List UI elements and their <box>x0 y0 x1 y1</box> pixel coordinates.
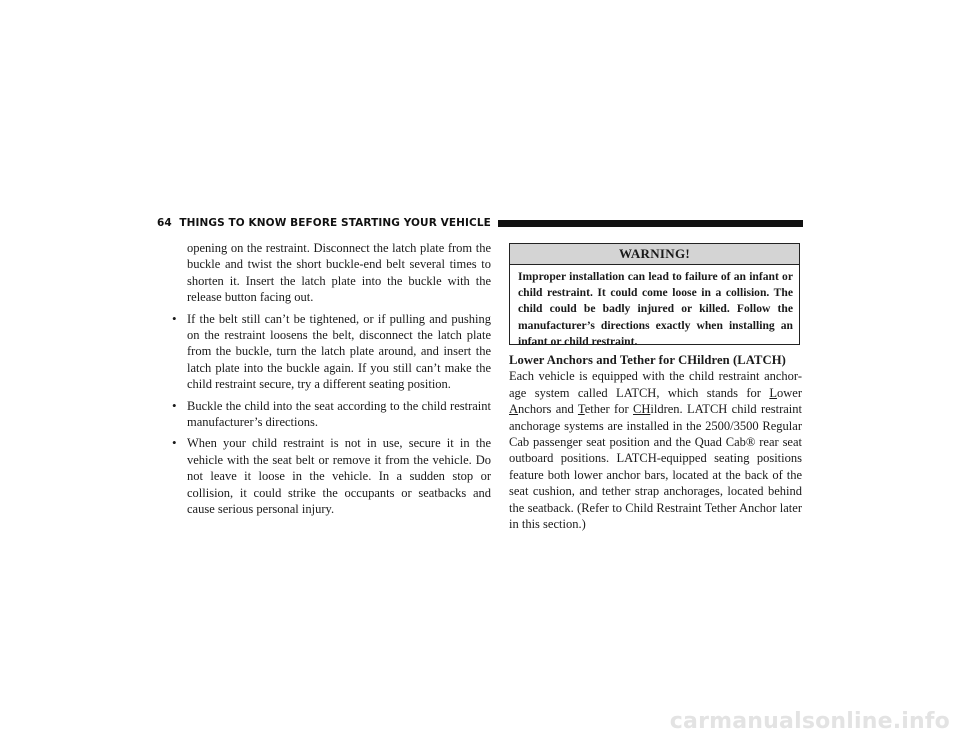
bullet-dot: • <box>172 310 177 326</box>
latch-text: ower <box>777 385 802 400</box>
warning-title: WARNING! <box>510 244 799 265</box>
latch-text: ildren. LATCH child restraint anchorage systems are installed in the 2500/3500 Regular Cab passenger seat position and the Quad Cab <box>509 402 802 450</box>
warning-text: Improper installation can lead to failure of an infant or child restraint. It could come loose in a collision. The child could be badly injured or killed. Follow the manufacturer’s directions exactly when installing an infant or child restraint. <box>518 270 793 348</box>
section-heading: Lower Anchors and Tether for CHildren (LATCH) <box>509 353 786 367</box>
acronym-letter-l: L <box>769 385 777 400</box>
bullet-item <box>172 398 491 431</box>
bullet-dot: • <box>172 397 177 413</box>
header-rule <box>498 220 803 227</box>
bullet-text: When your child restraint is not in use, secure it in the vehicle with the seat belt or remove it from the vehicle. Do not leave it loose in the vehicle. In a sudden stop or collision, it could strike the occupants or seatbacks and cause serious personal injury. <box>187 436 491 517</box>
page-header-text <box>157 217 491 229</box>
page-number: 64 <box>157 217 172 229</box>
bullet-text: If the belt still can’t be tightened, or if pulling and pushing on the restraint loosens the belt, disconnect the latch plate from the buckle, turn the latch plate around, and insert the latch plate into the buckle again. If you still can’t make the child restraint secure, try a different seating position. <box>187 311 491 392</box>
latch-text: nchors and <box>518 402 578 417</box>
bullet-item <box>172 311 491 393</box>
bullet-dot: • <box>172 435 177 451</box>
registered-mark: ® <box>745 435 756 450</box>
watermark-logo: carmanualsonline.info <box>669 709 950 734</box>
latch-text: ether for <box>584 402 633 417</box>
page-header <box>157 216 803 230</box>
latch-intro: Each vehicle is equipped with the child restraint anchor-age system called LATCH, which stands for <box>509 369 802 400</box>
latch-section <box>509 352 802 532</box>
bullet-item <box>172 435 491 517</box>
bullet-text: Buckle the child into the seat according to the child restraint manufacturer’s directions. <box>187 398 491 430</box>
section-body <box>509 368 802 532</box>
latch-text: rear seat outboard positions. LATCH-equipped seating positions feature both lower anchor bars, located at the back of the seat cushion, and tether strap anchorages, located behind the seatback. (Refer to Child Restraint Tether Anchor later in this section.) <box>509 435 803 532</box>
acronym-letter-t: T <box>577 402 585 417</box>
warning-box <box>509 243 800 348</box>
acronym-letter-a: A <box>509 402 519 417</box>
continued-paragraph: opening on the restraint. Disconnect the latch plate from the buckle and twist the short buckle-end belt several times to shorten it. Insert the latch plate into the buckle with the release button facing out. <box>187 241 491 305</box>
chapter-title: THINGS TO KNOW BEFORE STARTING YOUR VEHICLE <box>179 217 491 229</box>
left-column <box>172 240 491 523</box>
acronym-letters-ch: CH <box>633 402 651 417</box>
